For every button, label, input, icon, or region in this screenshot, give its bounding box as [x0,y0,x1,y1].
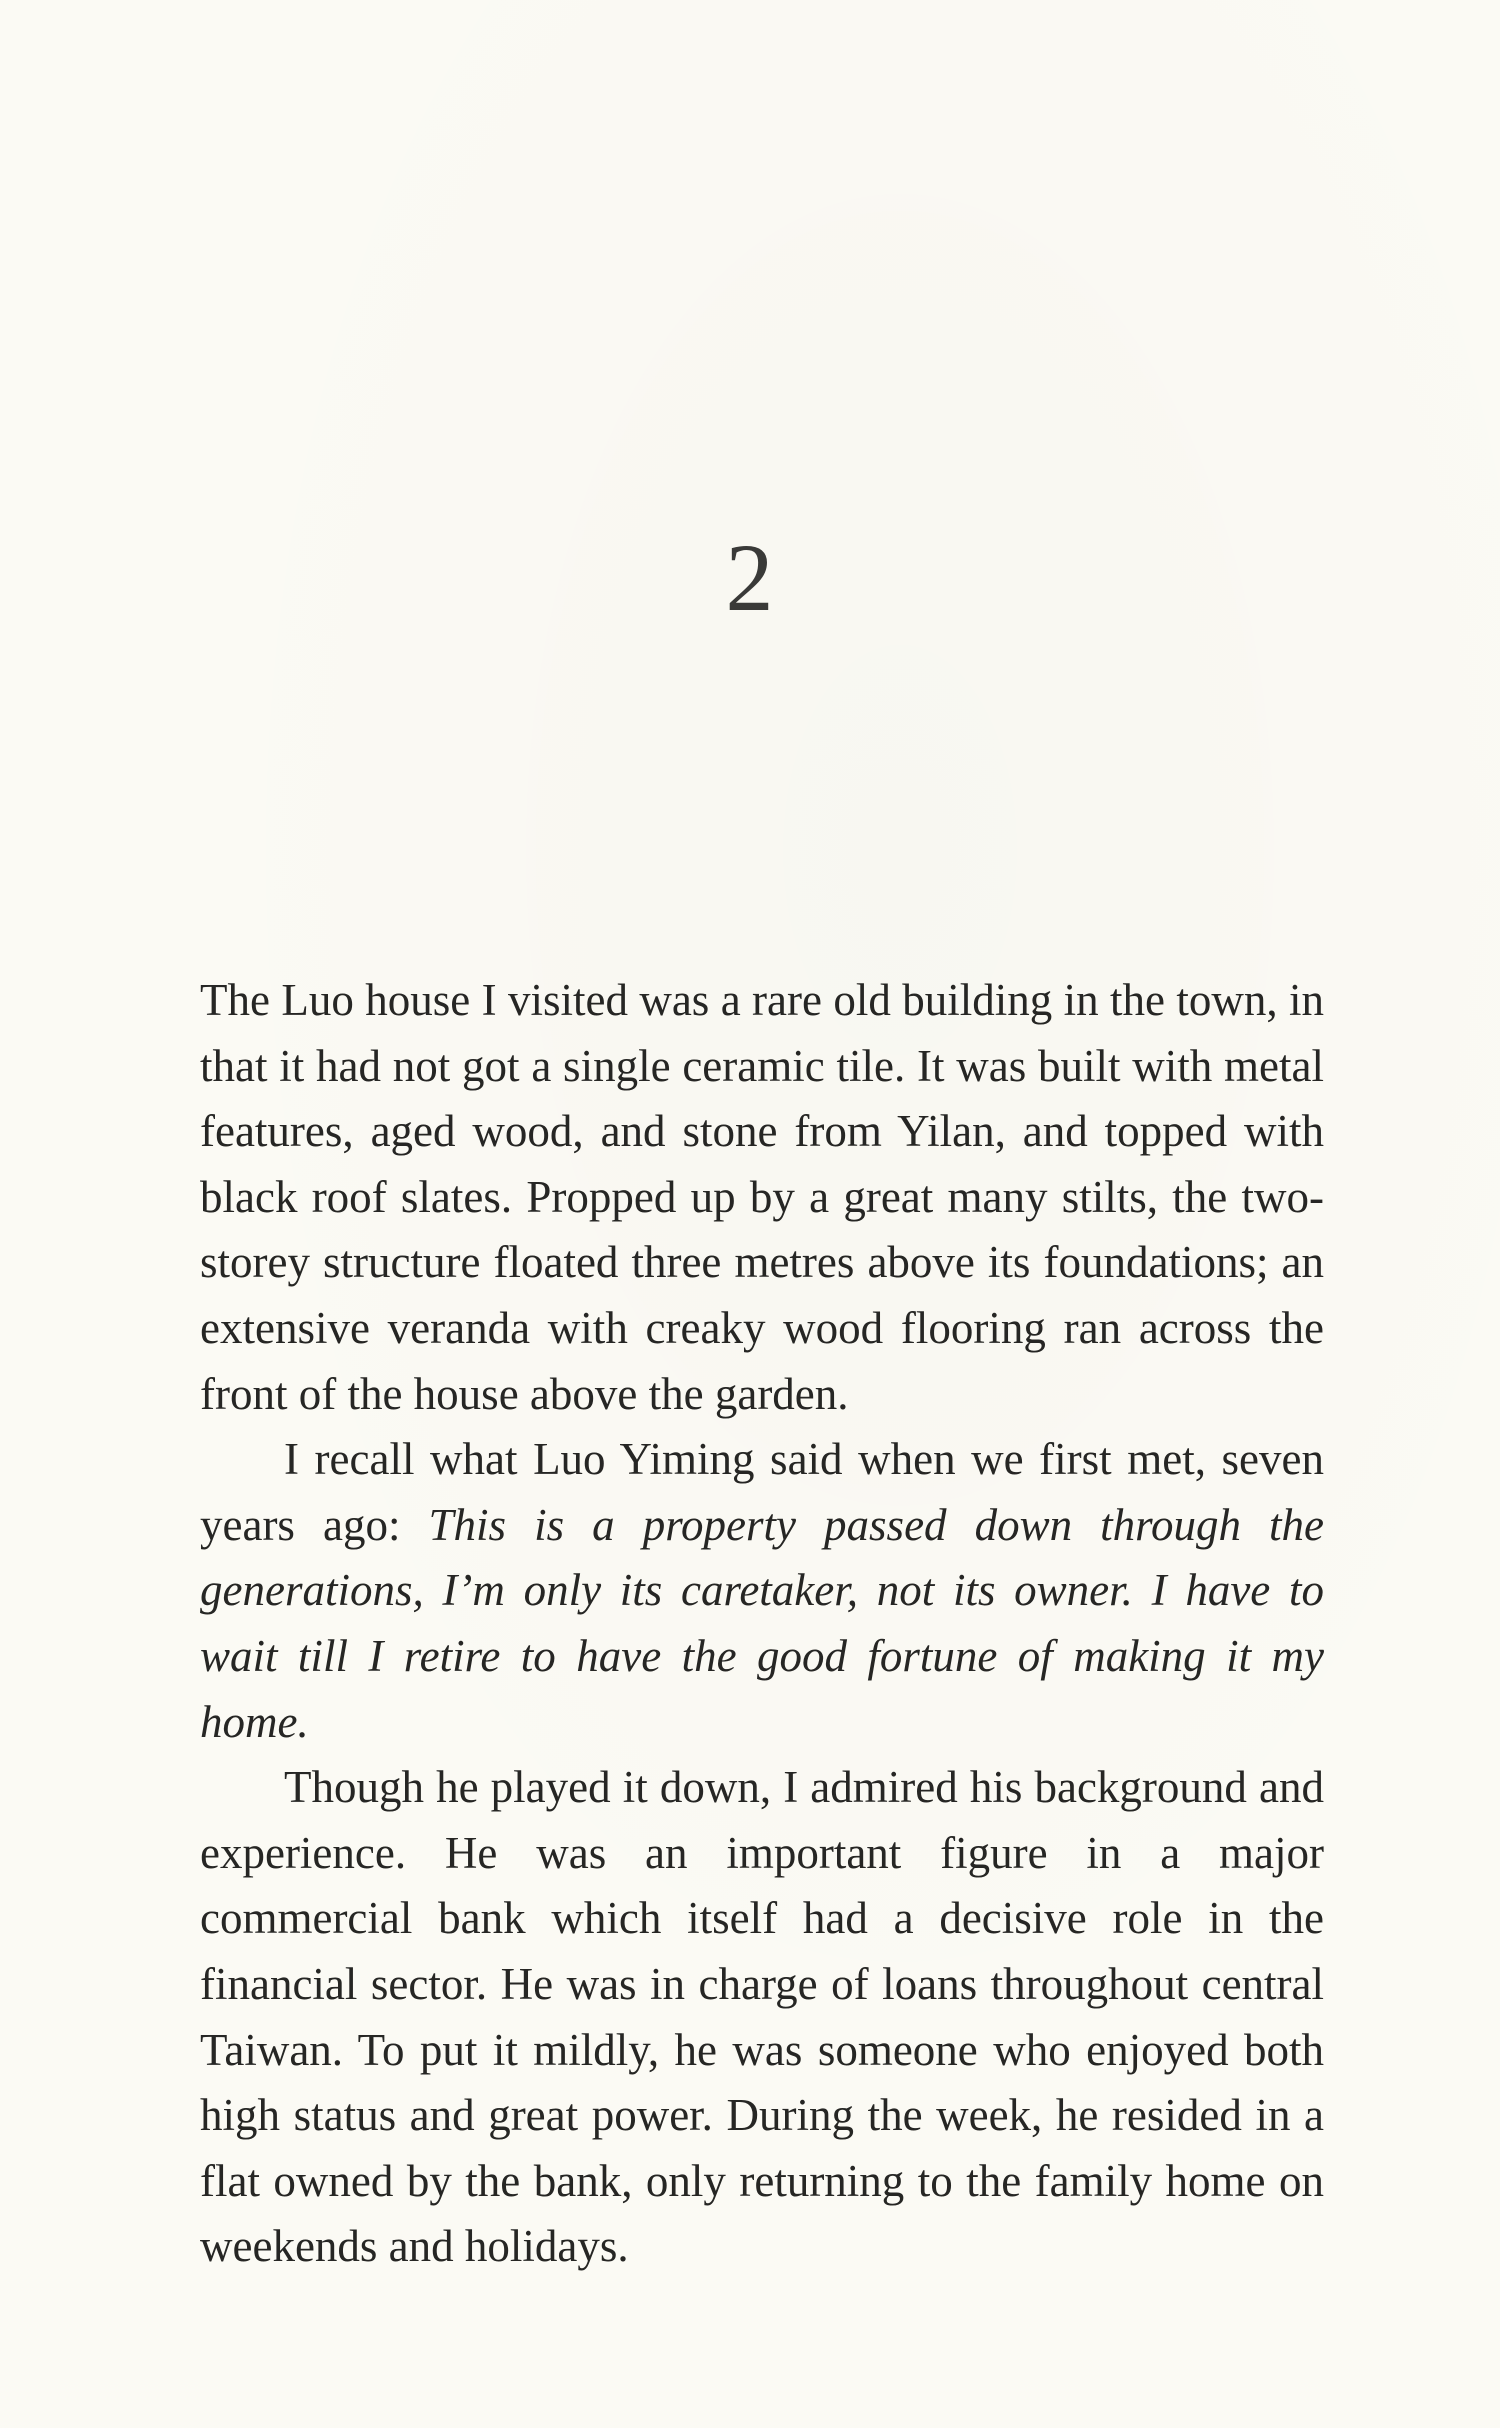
paragraph-2-text: I recall what Luo Yiming said when we first met, seven years ago: [200,1434,1324,1550]
chapter-number: 2 [725,524,775,631]
paragraph-2 [200,1427,1324,1755]
paragraph-1: The Luo house I visited was a rare old building in the town, in that it had not got a single ceramic tile. It was built with metal features, aged wood, and stone from Yilan, and topped with black roof slates. Propped up by a great many stilts, the two-storey structure floated three metres above its foundations; an extensive veranda with creaky wood flooring ran across the front of the house above the garden. [200,975,1324,1419]
paragraph-2-italic-quote: This is a property passed down through the generations, I’m only its caretaker, not its owner. I have to wait till I retire to have the good fortune of making it my home. [200,1499,1324,1747]
paragraph-3: Though he played it down, I admired his background and experience. He was an important figure in a major commercial bank which itself had a decisive role in the financial sector. He was in charge of loans throughout central Taiwan. To put it mildly, he was someone who enjoyed both high status and great power. During the week, he resided in a flat owned by the bank, only returning to the family home on weekends and holidays. [200,1762,1324,2272]
chapter-body [200,968,1324,2280]
